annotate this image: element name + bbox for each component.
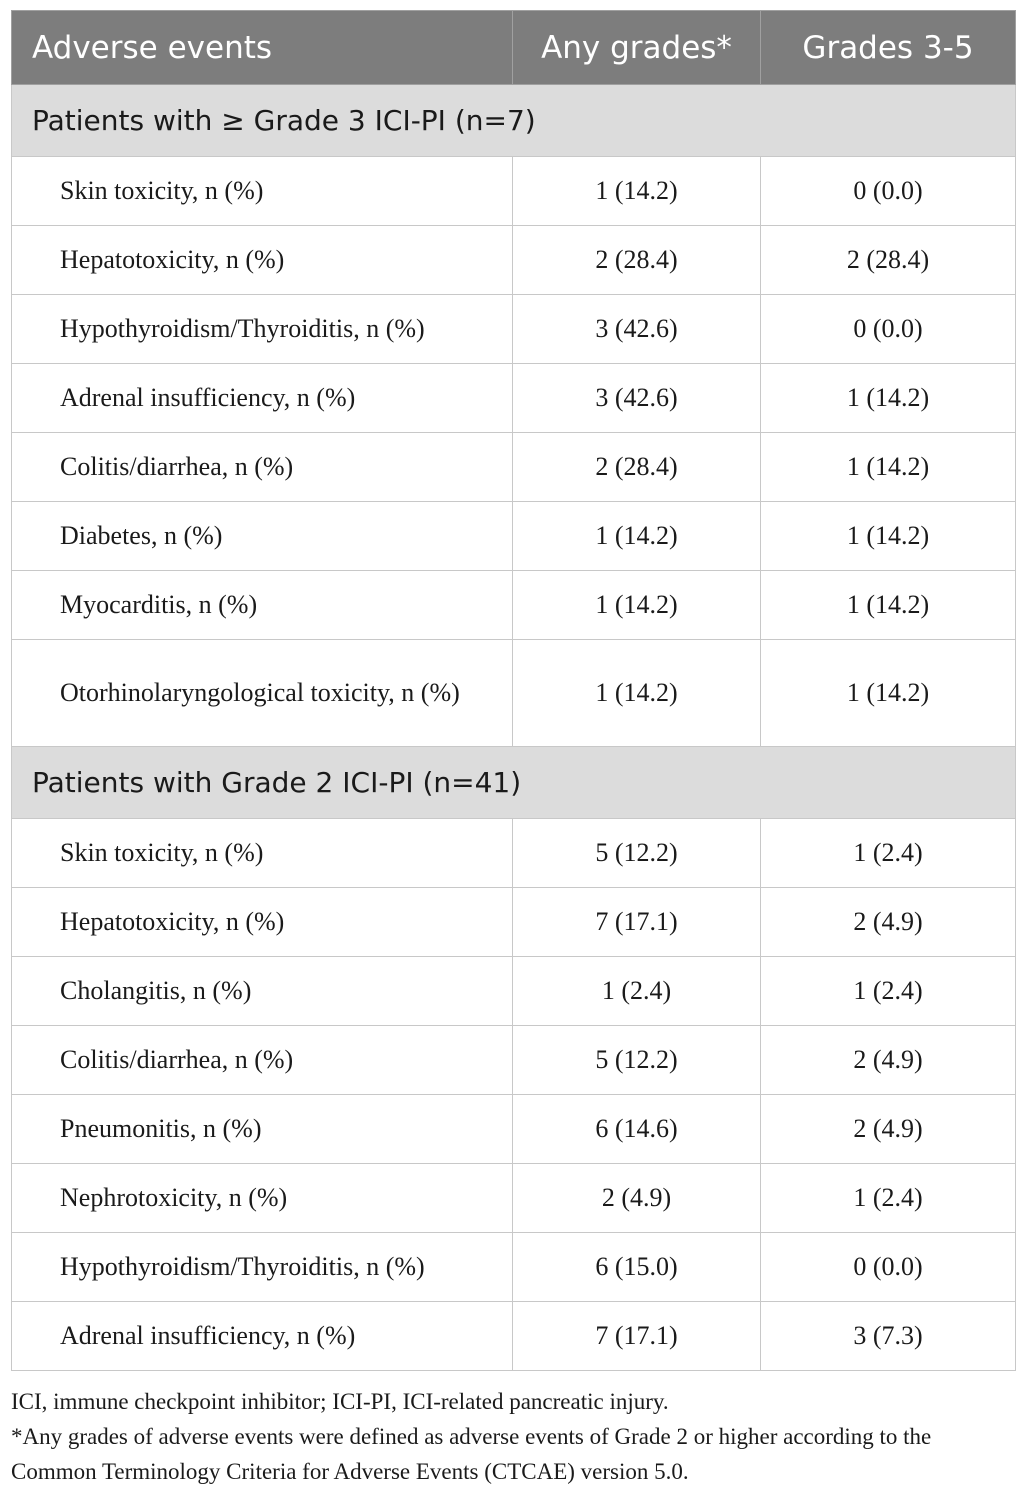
any-grades-value: 7 (17.1) (513, 1302, 761, 1371)
section-header-row (12, 85, 1016, 157)
table-row (12, 888, 1016, 957)
grades-3-5-value: 1 (14.2) (761, 433, 1016, 502)
table-row (12, 157, 1016, 226)
table-row (12, 433, 1016, 502)
table-row (12, 226, 1016, 295)
any-grades-value: 5 (12.2) (513, 819, 761, 888)
grades-3-5-value: 2 (4.9) (761, 1095, 1016, 1164)
any-grades-value: 1 (2.4) (513, 957, 761, 1026)
grades-3-5-value: 1 (14.2) (761, 640, 1016, 747)
event-label: Pneumonitis, n (%) (12, 1095, 513, 1164)
event-label: Hypothyroidism/Thyroiditis, n (%) (12, 295, 513, 364)
footnote-abbreviations: ICI, immune checkpoint inhibitor; ICI-PI, ICI-related pancreatic injury. (11, 1389, 669, 1414)
event-label: Hepatotoxicity, n (%) (12, 888, 513, 957)
section-title: Patients with Grade 2 ICI-PI (n=41) (12, 747, 1016, 819)
table-row (12, 295, 1016, 364)
event-label: Skin toxicity, n (%) (12, 819, 513, 888)
grades-3-5-value: 1 (14.2) (761, 364, 1016, 433)
section-header-row (12, 747, 1016, 819)
event-label: Nephrotoxicity, n (%) (12, 1164, 513, 1233)
table-row (12, 1302, 1016, 1371)
table-row (12, 364, 1016, 433)
any-grades-value: 2 (28.4) (513, 226, 761, 295)
any-grades-value: 7 (17.1) (513, 888, 761, 957)
event-label: Hypothyroidism/Thyroiditis, n (%) (12, 1233, 513, 1302)
grades-3-5-value: 1 (14.2) (761, 571, 1016, 640)
any-grades-value: 1 (14.2) (513, 640, 761, 747)
event-label: Adrenal insufficiency, n (%) (12, 1302, 513, 1371)
event-label: Adrenal insufficiency, n (%) (12, 364, 513, 433)
header-any-grades: Any grades* (513, 11, 761, 85)
table-row (12, 1026, 1016, 1095)
table-row (12, 819, 1016, 888)
adverse-events-table (11, 10, 1016, 1371)
section-title: Patients with ≥ Grade 3 ICI-PI (n=7) (12, 85, 1016, 157)
grades-3-5-value: 0 (0.0) (761, 295, 1016, 364)
any-grades-value: 3 (42.6) (513, 295, 761, 364)
event-label: Diabetes, n (%) (12, 502, 513, 571)
grades-3-5-value: 1 (2.4) (761, 1164, 1016, 1233)
table-row (12, 1164, 1016, 1233)
event-label: Hepatotoxicity, n (%) (12, 226, 513, 295)
grades-3-5-value: 0 (0.0) (761, 1233, 1016, 1302)
event-label: Otorhinolaryngological toxicity, n (%) (12, 640, 513, 747)
table-footnotes (11, 1384, 1021, 1489)
event-label: Skin toxicity, n (%) (12, 157, 513, 226)
table-header-row (12, 11, 1016, 85)
footnote-any-grades: *Any grades of adverse events were defined as adverse events of Grade 2 or higher according to the Common Terminology Criteria for Adverse Events (CTCAE) version 5.0. (11, 1424, 932, 1484)
table-row (12, 957, 1016, 1026)
header-grades-3-5: Grades 3-5 (761, 11, 1016, 85)
table-row (12, 640, 1016, 747)
any-grades-value: 1 (14.2) (513, 157, 761, 226)
grades-3-5-value: 2 (4.9) (761, 888, 1016, 957)
grades-3-5-value: 1 (14.2) (761, 502, 1016, 571)
event-label: Colitis/diarrhea, n (%) (12, 1026, 513, 1095)
any-grades-value: 2 (28.4) (513, 433, 761, 502)
grades-3-5-value: 1 (2.4) (761, 819, 1016, 888)
any-grades-value: 5 (12.2) (513, 1026, 761, 1095)
any-grades-value: 6 (15.0) (513, 1233, 761, 1302)
table-row (12, 1095, 1016, 1164)
grades-3-5-value: 2 (4.9) (761, 1026, 1016, 1095)
header-adverse-events: Adverse events (12, 11, 513, 85)
table-row (12, 571, 1016, 640)
any-grades-value: 3 (42.6) (513, 364, 761, 433)
event-label: Cholangitis, n (%) (12, 957, 513, 1026)
any-grades-value: 2 (4.9) (513, 1164, 761, 1233)
grades-3-5-value: 2 (28.4) (761, 226, 1016, 295)
event-label: Colitis/diarrhea, n (%) (12, 433, 513, 502)
event-label: Myocarditis, n (%) (12, 571, 513, 640)
any-grades-value: 6 (14.6) (513, 1095, 761, 1164)
adverse-events-table-container (11, 10, 1015, 1371)
grades-3-5-value: 1 (2.4) (761, 957, 1016, 1026)
any-grades-value: 1 (14.2) (513, 502, 761, 571)
grades-3-5-value: 0 (0.0) (761, 157, 1016, 226)
any-grades-value: 1 (14.2) (513, 571, 761, 640)
table-row (12, 502, 1016, 571)
table-body (12, 85, 1016, 1371)
grades-3-5-value: 3 (7.3) (761, 1302, 1016, 1371)
table-row (12, 1233, 1016, 1302)
